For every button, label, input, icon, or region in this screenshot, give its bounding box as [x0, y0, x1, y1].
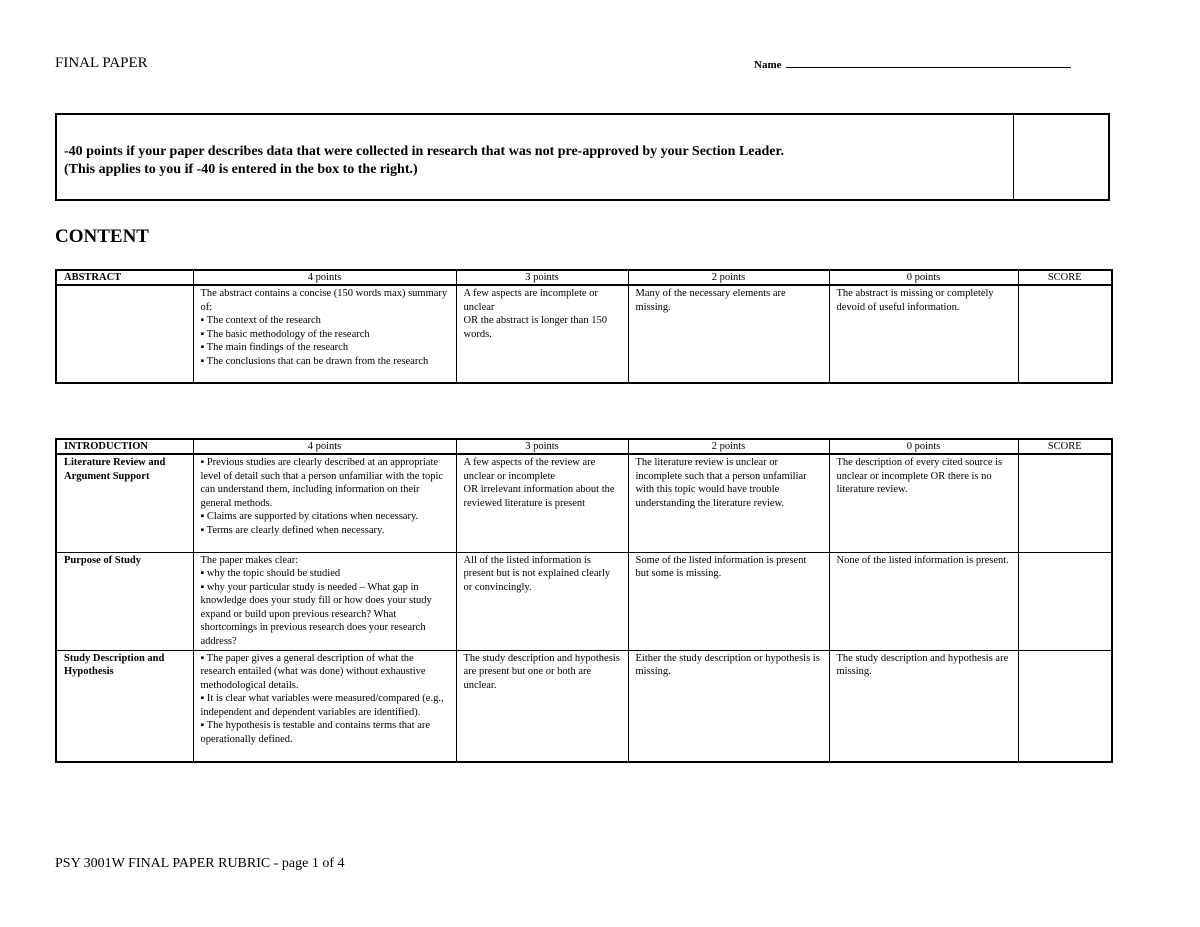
criterion-label: Study Description and Hypothesis: [56, 650, 193, 762]
cell-text: The abstract contains a concise (150 words max) summary of:: [200, 288, 448, 313]
criterion-label: Purpose of Study: [56, 552, 193, 650]
score-cell[interactable]: [1018, 650, 1112, 762]
column-header: 2 points: [628, 270, 829, 285]
criterion-label: Literature Review and Argument Support: [56, 454, 193, 552]
warning-box: [55, 113, 1110, 201]
cell-text: ▪ Claims are supported by citations when necessary.: [200, 511, 419, 522]
cell-text: All of the listed information is present but is not explained clearly or convincingly.: [463, 554, 611, 593]
warning-line-1: -40 points if your paper describes data that were collected in research that was not pre-approved by your Section Leader.: [64, 144, 784, 159]
cell-text: ▪ Terms are clearly defined when necessary.: [200, 524, 385, 536]
cell-text: ▪ The paper gives a general description of what the research entailed (what was done) without exhaustive methodological details.: [200, 652, 426, 691]
criterion-c0-cell: [829, 454, 1018, 552]
cell-text: OR the abstract is longer than 150 words.: [463, 315, 607, 340]
criterion-c2-cell: [628, 552, 829, 650]
score-cell[interactable]: [1018, 454, 1112, 552]
cell-text: ▪ The context of the research: [200, 315, 321, 326]
cell-text: None of the listed information is present.: [836, 554, 1009, 566]
column-header: 2 points: [628, 439, 829, 454]
cell-text: A few aspects of the review are unclear or incomplete: [463, 457, 596, 482]
cell-text: Many of the necessary elements are missing.: [635, 288, 786, 313]
cell-text: Either the study description or hypothesis is missing.: [635, 652, 820, 677]
table-row: [56, 650, 1112, 762]
criterion-c2-cell: [628, 285, 829, 383]
column-header: 0 points: [829, 270, 1018, 285]
column-header: SCORE: [1018, 439, 1112, 454]
cell-text: The literature review is unclear or incomplete such that a person unfamiliar with this topic would have trouble understanding the literature review.: [635, 457, 807, 509]
cell-text: A few aspects are incomplete or unclear: [463, 288, 598, 313]
warning-score-box[interactable]: [1013, 115, 1108, 199]
criterion-c4-cell: [193, 552, 456, 650]
cell-text: The abstract is missing or completely devoid of useful information.: [836, 288, 994, 313]
criterion-c2-cell: [628, 454, 829, 552]
criterion-c4-cell: [193, 454, 456, 552]
page-title: FINAL PAPER: [55, 55, 148, 71]
cell-text: The paper makes clear:: [200, 554, 299, 566]
cell-text: ▪ It is clear what variables were measured/compared (e.g., independent and dependent variables are identified).: [200, 693, 444, 718]
name-label: Name: [754, 59, 782, 71]
column-header: 0 points: [829, 439, 1018, 454]
name-blank-line: [786, 58, 1071, 68]
abstract-table: [55, 269, 1113, 384]
cell-text: ▪ why your particular study is needed – What gap in knowledge does your study fill or how does your study expand or build upon previous research? What shortcomings in previous research does your research address?: [200, 581, 432, 647]
cell-text: ▪ The basic methodology of the research: [200, 328, 370, 340]
criterion-c0-cell: [829, 285, 1018, 383]
introduction-table: [55, 438, 1113, 763]
cell-text: ▪ why the topic should be studied: [200, 568, 341, 579]
criterion-c3-cell: [456, 285, 628, 383]
cell-text: ▪ Previous studies are clearly described at an appropriate level of detail such that a person unfamiliar with the topic can understand them, including information on their general methods.: [200, 457, 444, 509]
criterion-c4-cell: [193, 650, 456, 762]
cell-text: The study description and hypothesis are present but one or both are unclear.: [463, 652, 620, 691]
criterion-c3-cell: [456, 552, 628, 650]
criterion-c0-cell: [829, 650, 1018, 762]
cell-text: ▪ The hypothesis is testable and contains terms that are operationally defined.: [200, 720, 431, 745]
warning-line-2: (This applies to you if -40 is entered in the box to the right.): [64, 162, 418, 177]
criterion-c3-cell: [456, 650, 628, 762]
criterion-label: [56, 285, 193, 383]
table-row: [56, 454, 1112, 552]
column-header: INTRODUCTION: [56, 439, 193, 454]
section-heading: CONTENT: [55, 226, 149, 247]
column-header: 4 points: [193, 439, 456, 454]
name-field[interactable]: [754, 58, 1071, 71]
warning-text: [57, 115, 1013, 199]
column-header: ABSTRACT: [56, 270, 193, 285]
page-footer: PSY 3001W FINAL PAPER RUBRIC - page 1 of 4: [55, 856, 345, 871]
cell-text: The study description and hypothesis are missing.: [836, 652, 1009, 677]
table-row: [56, 552, 1112, 650]
column-header: SCORE: [1018, 270, 1112, 285]
cell-text: The description of every cited source is unclear or incomplete OR there is no literature review.: [836, 457, 1003, 495]
criterion-c2-cell: [628, 650, 829, 762]
cell-text: OR irrelevant information about the reviewed literature is present: [463, 484, 615, 509]
cell-text: ▪ The conclusions that can be drawn from the research: [200, 355, 429, 367]
header-row: [56, 439, 1112, 454]
score-cell[interactable]: [1018, 552, 1112, 650]
score-cell[interactable]: [1018, 285, 1112, 383]
table-row: [56, 285, 1112, 383]
header-row: [56, 270, 1112, 285]
criterion-c4-cell: [193, 285, 456, 383]
cell-text: Some of the listed information is present but some is missing.: [635, 554, 807, 579]
column-header: 3 points: [456, 439, 628, 454]
column-header: 3 points: [456, 270, 628, 285]
criterion-c0-cell: [829, 552, 1018, 650]
column-header: 4 points: [193, 270, 456, 285]
criterion-c3-cell: [456, 454, 628, 552]
cell-text: ▪ The main findings of the research: [200, 342, 349, 353]
